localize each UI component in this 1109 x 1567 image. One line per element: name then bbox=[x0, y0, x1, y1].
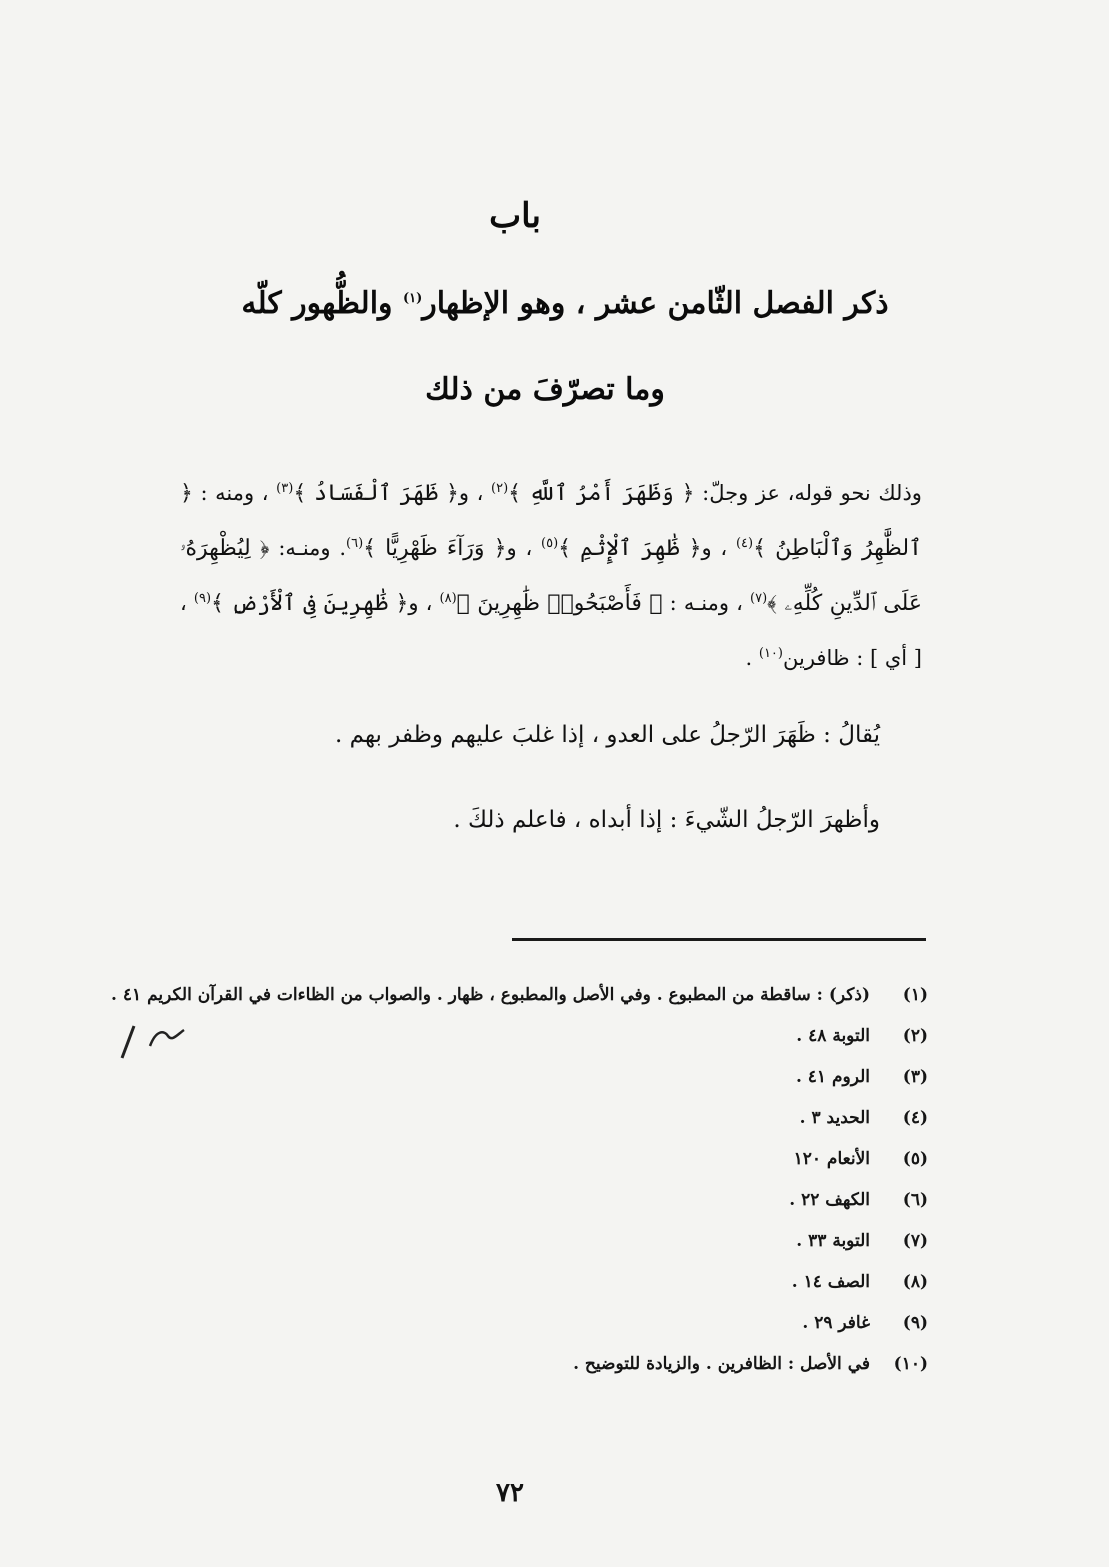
footnote-item bbox=[60, 1101, 928, 1135]
footnote-ref: (٥) bbox=[541, 536, 559, 551]
minhu-text: ، ومنـه : bbox=[669, 591, 743, 615]
chapter-label: باب bbox=[489, 196, 541, 236]
definition-paragraph-1: يُقالُ : ظَهَرَ الرّجلُ على العدو ، إذا غلبَ عليهم وظفر بهم . bbox=[335, 722, 880, 748]
footnote-divider bbox=[512, 938, 926, 941]
footnote-item bbox=[60, 1347, 928, 1381]
footnote-number: (٨) bbox=[902, 1272, 928, 1292]
period-text: . bbox=[339, 536, 347, 560]
footnote-text: الأنعام ١٢٠ bbox=[793, 1149, 870, 1169]
footnote-text: الروم ٤١ . bbox=[795, 1067, 870, 1087]
footnote-number: (٢) bbox=[902, 1026, 928, 1046]
chapter-title-line-1 bbox=[140, 280, 990, 328]
chapter-title-text: ذكر الفصل الثّامن عشر ، وهو الإظهار bbox=[422, 286, 889, 321]
footnote-ref: (٣) bbox=[276, 481, 294, 496]
footnote-ref: (٢) bbox=[491, 481, 509, 496]
ay-text: ، [ أي ] : ظافرين bbox=[180, 591, 922, 670]
footnote-number: (٣) bbox=[902, 1067, 928, 1087]
connector-text: ، و bbox=[458, 481, 484, 505]
footnote-ref: (٩) bbox=[193, 591, 212, 606]
footnote-ref: (١) bbox=[402, 291, 423, 306]
footnote-number: (٥) bbox=[902, 1149, 928, 1169]
connector-text: ، و bbox=[506, 536, 533, 560]
chapter-title-text-end: والظُّهور كلّه bbox=[241, 286, 393, 321]
footnote-item bbox=[60, 1224, 928, 1258]
handwritten-mark bbox=[112, 1020, 192, 1060]
quran-quote: ﴿ وَرَآءَ ظَهْرِيًّا ﴾ bbox=[363, 536, 507, 561]
quran-quote: ﴿ فَأَصْبَحُوا۟ ظَٰهِرِينَ ﴾ bbox=[456, 591, 663, 616]
footnote-text: الكهف ٢٢ . bbox=[789, 1190, 870, 1210]
quran-quote: ﴿ ظَهَرَ ٱلْفَسَادُ ﴾ bbox=[293, 481, 459, 506]
footnote-text: في الأصل : الظافرين . والزيادة للتوضيح . bbox=[573, 1354, 870, 1374]
footnote-item bbox=[60, 1183, 928, 1217]
quran-quote: ﴿ وَظَهَرَ أَمْرُ ٱللَّهِ ﴾ bbox=[508, 481, 695, 506]
footnote-number: (٦) bbox=[902, 1190, 928, 1210]
footnote-text: التوبة ٤٨ . bbox=[796, 1026, 870, 1046]
footnote-ref: (٦) bbox=[346, 536, 364, 551]
definition-paragraph-2: وأظهرَ الرّجلُ الشّيءَ : إذا أبداه ، فاعلم ذلكَ . bbox=[453, 807, 880, 833]
footnote-ref: (٨) bbox=[439, 591, 457, 606]
footnote-number: (٧) bbox=[902, 1231, 928, 1251]
footnote-text: (ذكر) : ساقطة من المطبوع . وفي الأصل والمطبوع ، ظهار . والصواب من الظاءات في القرآن الكريم ٤١ . bbox=[111, 985, 870, 1005]
footnote-ref: (١٠) bbox=[758, 646, 783, 661]
footnote-number: (٤) bbox=[902, 1108, 928, 1128]
footnote-text: غافر ٢٩ . bbox=[802, 1313, 870, 1333]
footnote-item bbox=[60, 1060, 928, 1094]
footnote-number: (١٠) bbox=[893, 1354, 928, 1374]
footnote-text: التوبة ٣٣ . bbox=[796, 1231, 870, 1251]
quran-quote: ﴿ ظَٰهِرَ ٱلْإِثْمِ ﴾ bbox=[558, 536, 702, 561]
footnote-text: الحديد ٣ . bbox=[799, 1108, 870, 1128]
comma-text: ، bbox=[425, 591, 433, 615]
comma-text: ، bbox=[261, 481, 269, 505]
footnote-item bbox=[60, 1265, 928, 1299]
minhu-text: ومنه : bbox=[200, 481, 255, 505]
intro-text: وذلك نحو قوله، عز وجلّ: bbox=[702, 481, 922, 505]
body-paragraph bbox=[180, 466, 922, 685]
minhu-text: ومنـه: bbox=[278, 536, 331, 560]
chapter-title-line-2: وما تصرّفَ من ذلك bbox=[425, 372, 665, 407]
footnote-text: الصف ١٤ . bbox=[791, 1272, 870, 1292]
quran-quote: ﴿ لِيُظْهِرَهُۥ عَلَى ٱلدِّينِ كُلِّهِۦ ﴾ bbox=[180, 536, 923, 616]
period-text: . bbox=[745, 646, 753, 670]
quran-quote: ﴿ ٱلظَّٰهِرُ وَٱلْبَاطِنُ ﴾ bbox=[180, 481, 922, 561]
footnote-item bbox=[60, 978, 928, 1012]
quran-quote: ﴿ ظَٰهِرِينَ فِى ٱلْأَرْضِ ﴾ bbox=[211, 591, 409, 616]
footnote-ref: (٤) bbox=[735, 536, 754, 551]
quran-citations-text bbox=[180, 466, 922, 685]
footnote-item bbox=[60, 1142, 928, 1176]
footnote-item bbox=[60, 1306, 928, 1340]
footnote-number: (١) bbox=[902, 985, 928, 1005]
footnote-number: (٩) bbox=[902, 1313, 928, 1333]
connector-text: و bbox=[408, 591, 419, 615]
footnote-ref: (٧) bbox=[750, 591, 768, 606]
connector-text: ، و bbox=[701, 536, 728, 560]
page-number: ٧٢ bbox=[496, 1478, 524, 1508]
